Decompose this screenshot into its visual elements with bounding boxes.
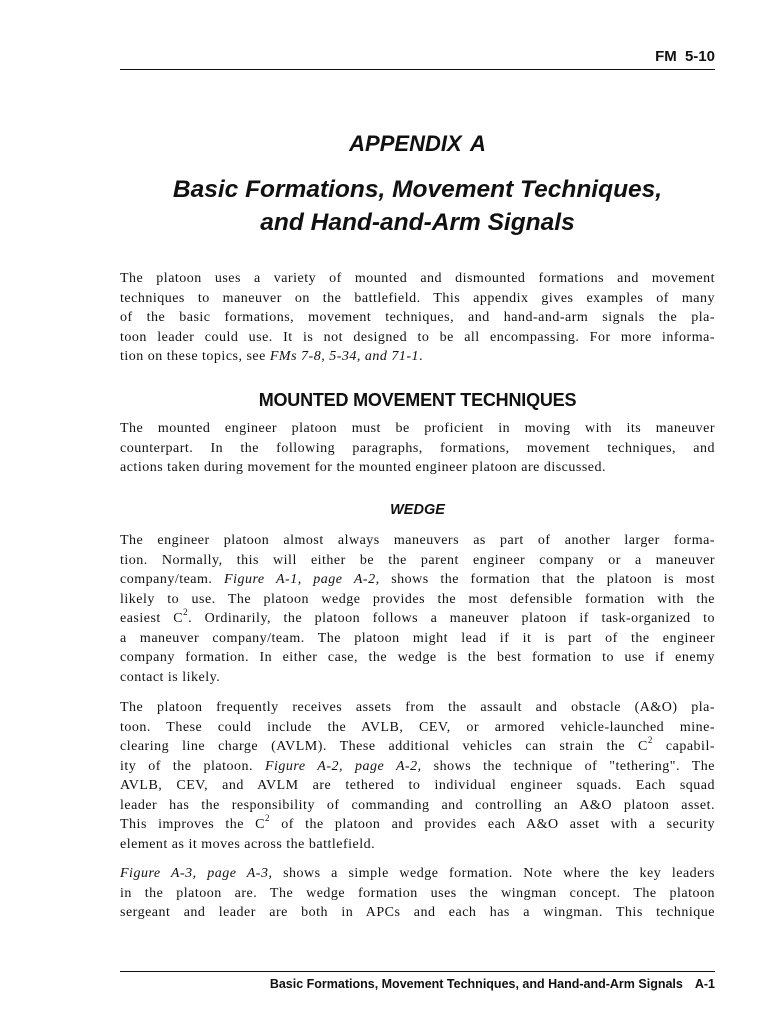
running-head: FM 5-10 [655, 48, 715, 65]
text-line: of the basic formations, movement techniques, and hand-and-arm signals the pla- [120, 310, 715, 325]
text-line: The platoon uses a variety of mounted and dismounted formations and movement [120, 271, 715, 286]
text-line: in the platoon are. The wedge formation uses the wingman concept. The platoon [120, 885, 715, 901]
document-title [120, 173, 715, 239]
text-line: actions taken during movement for the mounted engineer platoon are discussed. [120, 460, 606, 475]
text-line: leader has the responsibility of commanding and controlling an A&O platoon asset. [120, 797, 715, 813]
text-run: . [419, 349, 424, 364]
fm-reference: FMs 7-8, 5-34, and 71-1 [269, 349, 420, 364]
superscript: 2 [647, 735, 653, 746]
text-line [120, 864, 715, 884]
text-line [120, 737, 715, 757]
subsection-heading: WEDGE [390, 502, 445, 518]
text-line: techniques to maneuver on the battlefield. This appendix gives examples of many [120, 290, 715, 306]
figure-reference: Figure A-3, page A-3, [120, 866, 273, 881]
appendix-label: APPENDIX A [349, 131, 486, 156]
text-run: company/team. [120, 572, 225, 587]
text-run: ity of the platoon. [120, 758, 265, 774]
text-run: shows the technique of "tethering". The [421, 758, 715, 774]
footer-rule [120, 971, 715, 972]
figure-reference: Figure A-2, page A-2, [264, 758, 422, 774]
text-line: The mounted engineer platoon must be proficient in moving with its maneuver [120, 421, 715, 436]
text-run: clearing line charge (AVLM). These additional vehicles can strain the C [120, 739, 648, 754]
footer-title: Basic Formations, Movement Techniques, and Hand-and-Arm Signals [269, 977, 683, 991]
text-line: The platoon frequently receives assets from the assault and obstacle (A&O) pla- [120, 700, 715, 715]
text-run: shows the formation that the platoon is most [379, 572, 715, 587]
text-line: The engineer platoon almost always maneuvers as part of another larger forma- [120, 533, 715, 548]
text-line: a maneuver company/team. The platoon might lead if it is part of the engineer [120, 630, 715, 646]
page-number: A-1 [694, 977, 715, 991]
text-line [120, 609, 715, 629]
header-rule [120, 69, 715, 70]
text-line: toon leader could use. It is not designed to be all encompassing. For more informa- [120, 329, 715, 345]
text-run: shows a simple wedge formation. Note where the key leaders [272, 866, 715, 881]
wedge-paragraph-3 [120, 864, 715, 923]
text-line: contact is likely. [120, 669, 221, 685]
title-line-1: Basic Formations, Movement Techniques, [172, 176, 663, 203]
figure-reference: Figure A-1, page A-2, [224, 572, 380, 587]
text-run: capabil- [652, 739, 715, 754]
text-line: sergeant and leader are both in APCs and each has a wingman. This technique [120, 905, 715, 920]
text-line: toon. These could include the AVLB, CEV, or armored vehicle-launched mine- [120, 719, 715, 735]
text-line [120, 757, 715, 777]
mounted-paragraph [120, 419, 715, 478]
superscript: 2 [183, 607, 189, 618]
text-run: of the platoon and provides each A&O asset with a security [270, 817, 715, 832]
text-run: . Ordinarily, the platoon follows a maneuver platoon if task-organized to [188, 611, 715, 626]
superscript: 2 [265, 813, 271, 824]
text-line: AVLB, CEV, and AVLM are tethered to individual engineer squads. Each squad [120, 778, 715, 793]
text-line: tion. Normally, this will either be the parent engineer company or a maneuver [120, 552, 715, 568]
text-line: element as it moves across the battlefield. [120, 836, 376, 852]
wedge-paragraph-2 [120, 698, 715, 854]
text-line [120, 570, 715, 590]
text-line [120, 815, 715, 835]
text-line: counterpart. In the following paragraphs, formations, movement techniques, and [120, 440, 715, 456]
running-footer [120, 977, 715, 991]
text-line: company formation. In either case, the wedge is the best formation to use if enemy [120, 650, 715, 665]
text-run: easiest C [120, 611, 184, 626]
text-line [120, 347, 715, 367]
intro-paragraph [120, 269, 715, 367]
text-line: likely to use. The platoon wedge provides the most defensible formation with the [120, 591, 715, 607]
text-run: This improves the C [120, 817, 266, 832]
title-line-2: and Hand-and-Arm Signals [260, 209, 575, 236]
section-heading: MOUNTED MOVEMENT TECHNIQUES [258, 390, 577, 410]
text-run: tion on these topics, see [120, 349, 270, 364]
wedge-paragraph-1 [120, 531, 715, 687]
